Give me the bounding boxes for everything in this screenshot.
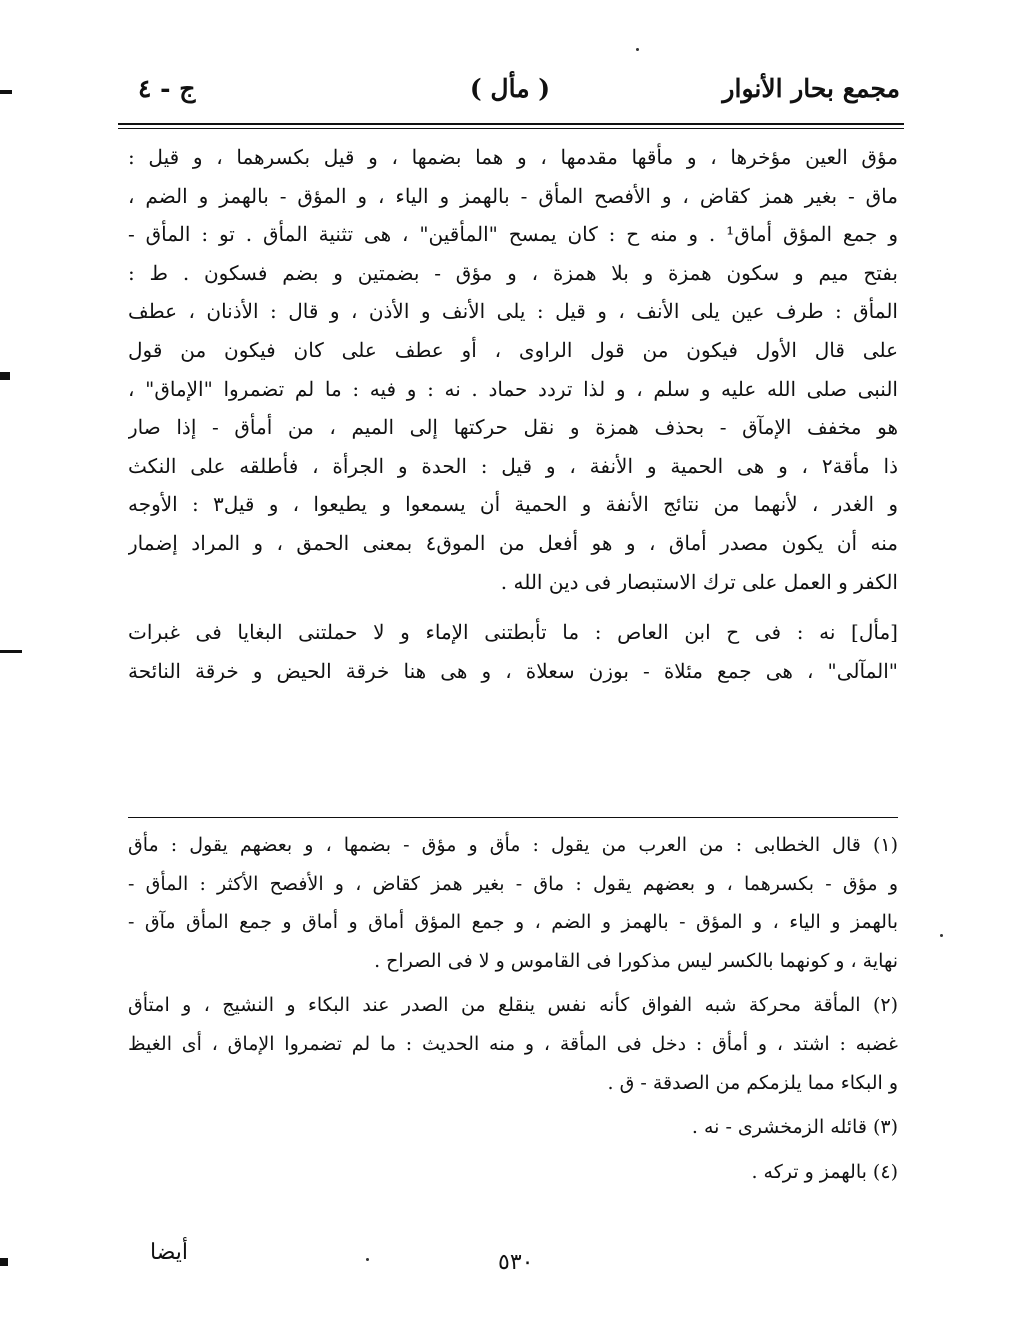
footnote-line: (٤) بالهمز و تركه . bbox=[751, 1160, 898, 1183]
text-line: و جمع المؤق أماق¹ . و منه ح : كان يمسح "المأقين" ، هى تثنية المأق . تو : المأق - bbox=[128, 222, 898, 247]
paragraph-1 bbox=[128, 138, 898, 601]
text-line: ذا مأقة٢ ، و هى الحمية و الأنفة ، و قيل : الحدة و الجرأة ، فأطلقه على النكث bbox=[128, 453, 898, 478]
catchword: أيضا bbox=[150, 1240, 189, 1265]
text-line: النبى صلى الله عليه و سلم ، و لذا تردد حماد . نه : و فيه : ما لم تضمروا "الإماق" ، bbox=[128, 376, 898, 401]
margin-mark bbox=[0, 650, 22, 653]
text-line: بفتح ميم و سكون همزة و بلا همزة ، و مؤق - بضمتين و بضم فسكون . ط : bbox=[128, 260, 898, 285]
paragraph-2 bbox=[128, 613, 898, 690]
footnote-line: و مؤق - بكسرهما ، و بعضهم يقول : ماق - بغير همز كقاض ، و الأفصح الأكثر : المأق - bbox=[128, 872, 898, 895]
footnote-line: (٣) قائله الزمخشرى - نه . bbox=[691, 1116, 898, 1139]
text-line: ماق - بغير همز كقاض ، و الأفصح المأق - بالهمز و الياء ، و المؤق - بالهمز و الضم ، bbox=[128, 183, 898, 208]
text-line: منه أن يكون مصدر أماق ، و هو أفعل من الموق٤ بمعنى الحمق ، و المراد إضمار bbox=[128, 530, 898, 555]
footnote-3 bbox=[128, 1108, 898, 1147]
footnote-line: (١) قال الخطابى : من العرب من يقول : مأق و مؤق - بضمها ، و بعضهم يقول : مأق bbox=[128, 834, 898, 856]
text-line: المأق : طرف عين يلى الأنف ، و قيل : يلى الأنف و الأذن ، و قال : الأذنان ، عطف bbox=[128, 299, 898, 324]
footnote-rule bbox=[128, 817, 898, 818]
margin-mark bbox=[0, 90, 12, 94]
text-line: على قال الأول فيكون من قول الراوى ، أو عطف على كان فيكون من قول bbox=[128, 337, 898, 362]
running-header bbox=[120, 74, 900, 114]
text-line: الكفر و العمل على ترك الاستبصار فى دين الله . bbox=[500, 569, 898, 594]
scan-speck bbox=[940, 934, 943, 937]
header-rule bbox=[118, 123, 904, 125]
footnote-line: نهاية ، و كونهما بالكسر ليس مذكورا فى القاموس و لا فى الصراح . bbox=[374, 949, 898, 972]
header-rule-thin bbox=[118, 128, 904, 129]
text-line: و الغدر ، لأنهما من نتائج الأنفة و الحمية أن يسمعوا و يطيعوا ، و قيل٣ : الأوجه bbox=[128, 492, 898, 517]
text-line: هو مخفف الإمآق - بحذف همزة و نقل حركتها إلى الميم ، من أمأق - إذا صار bbox=[128, 415, 898, 440]
text-line: [مأل] نه : فى ح ابن العاص : ما تأبطتنى الإماء و لا حملتنى البغايا فى غبرات bbox=[128, 620, 898, 645]
margin-mark bbox=[0, 1258, 8, 1266]
footnote-2 bbox=[128, 986, 898, 1102]
text-line: مؤق العين مؤخرها ، و مأقها مقدمها ، و هما بضمها ، و قيل بكسرهما ، و قيل : bbox=[128, 145, 898, 169]
scan-speck bbox=[636, 48, 639, 51]
footnote-line: بالهمز و الياء ، و المؤق - بالهمز و الضم ، و جمع المؤق أماق و أماق و جمع المأق مآق - bbox=[128, 911, 898, 934]
main-text bbox=[128, 138, 898, 690]
footnotes bbox=[128, 826, 898, 1197]
text-line: "المآلى" ، هى جمع مئلاة - بوزن سعلاة ، و هى هنا خرقة الحيض و خرقة النائحة bbox=[128, 658, 898, 683]
footnote-line: و البكاء مما يلزمكم من الصدقة - ق . bbox=[607, 1071, 898, 1094]
margin-mark bbox=[0, 372, 10, 380]
book-title: مجمع بحار الأنوار bbox=[722, 74, 900, 103]
footnote-line: (٢) المأقة محركة شبه الفواق كأنه نفس ينقلع من الصدر عند البكاء و النشيج ، و امتأق bbox=[128, 994, 898, 1017]
volume-label: ج - ٤ bbox=[138, 74, 196, 103]
scan-speck bbox=[366, 1258, 369, 1261]
footnote-line: غضبه : اشتد ، و أمأق : دخل فى المأقة ، و منه الحديث : ما لم تضمروا الإماق ، أى الغيظ bbox=[128, 1032, 898, 1055]
entry-heading: ( مأل ) bbox=[469, 74, 551, 103]
footnote-4 bbox=[128, 1153, 898, 1192]
page-number: ٥٣٠ bbox=[498, 1250, 534, 1275]
footnote-1 bbox=[128, 826, 898, 980]
